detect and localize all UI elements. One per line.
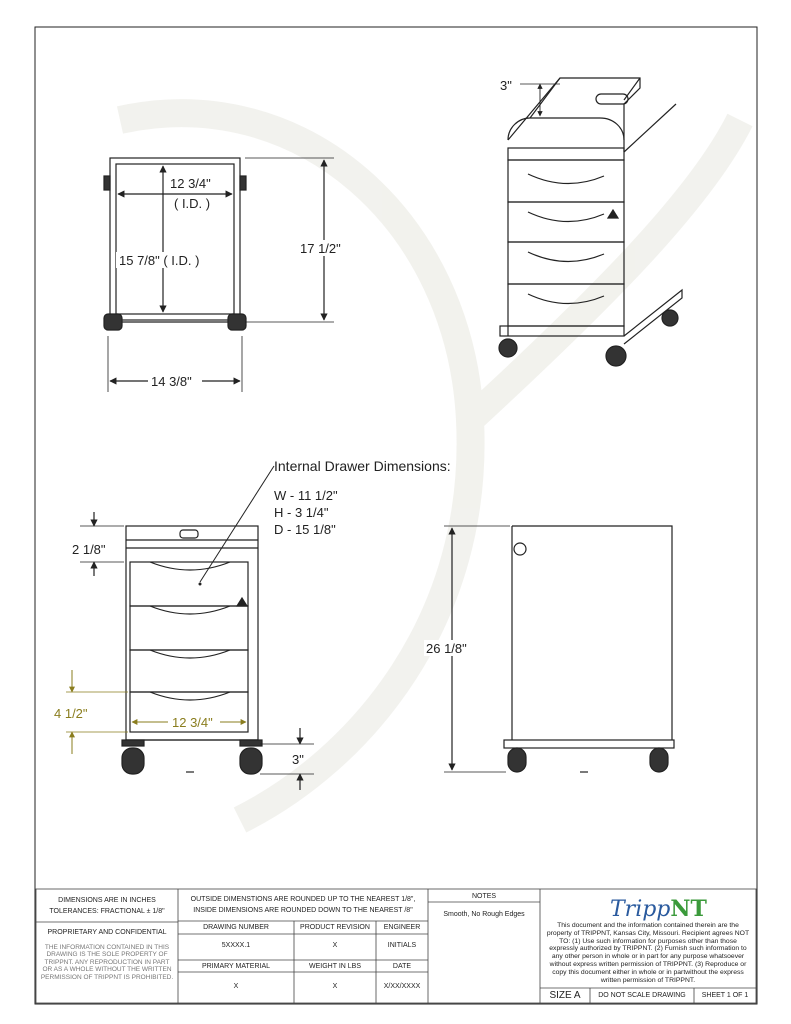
front-drawer-dims — [66, 670, 246, 754]
top-id-label: ( I.D. ) — [174, 196, 211, 211]
internal-drawer-height: H - 3 1/4" — [274, 505, 329, 520]
dimensions-note: DIMENSIONS ARE IN INCHES — [58, 897, 156, 904]
engineer-label: ENGINEER — [383, 924, 421, 931]
size-label: SIZE A — [549, 990, 581, 1001]
iso-top-lip-label: 3" — [500, 78, 512, 93]
front-top-gap-label: 2 1/8" — [72, 542, 106, 557]
primary-material-label: PRIMARY MATERIAL — [201, 963, 271, 970]
date-value: X/XX/XXXX — [383, 983, 421, 990]
date-label: DATE — [392, 963, 412, 970]
rounding-inside-note: INSIDE DIMENSIONS ARE ROUNDED DOWN TO THE NEAREST /8" — [193, 907, 413, 914]
internal-drawer-title: Internal Drawer Dimensions: — [274, 458, 451, 474]
sheet-label: SHEET 1 OF 1 — [701, 992, 749, 999]
tolerance-note: TOLERANCES: FRACTIONAL ± 1/8" — [49, 908, 165, 915]
side-view — [444, 526, 674, 772]
rounding-outside-note: OUTSIDE DIMENSTIONS ARE ROUNDED UP TO THE NEAREST 1/8", — [190, 896, 416, 903]
front-drawer-width-label: 12 3/4" — [172, 715, 213, 730]
sheet-border — [35, 27, 757, 1004]
internal-drawer-depth: D - 15 1/8" — [274, 522, 336, 537]
side-height-label: 26 1/8" — [426, 641, 467, 656]
front-drawer-height-label: 4 1/2" — [54, 706, 88, 721]
weight-value: X — [332, 983, 338, 990]
primary-material-value: X — [233, 983, 239, 990]
internal-drawer-width: W - 11 1/2" — [274, 488, 338, 503]
notes-value: Smooth, No Rough Edges — [443, 911, 525, 918]
notes-label: NOTES — [471, 893, 497, 900]
top-outer-width-label: 14 3/8" — [151, 374, 192, 389]
product-revision-value: X — [332, 942, 338, 949]
top-id-width-label: 12 3/4" — [170, 176, 211, 191]
top-id-depth-label: 15 7/8" ( I.D. ) — [119, 253, 200, 268]
engineer-value: INITIALS — [387, 942, 417, 949]
proprietary-text: THE INFORMATION CONTAINED IN THIS DRAWING IS THE SOLE PROPERTY OF TRIPPNT. ANY REPRODUCTION IN PART OR AS A WHOLE WITHOUT THE WRITTEN PERMISSION OF TRIPPNT IS PROHIBITED. — [40, 944, 174, 981]
drawing-number-label: DRAWING NUMBER — [203, 924, 269, 931]
drawing-number-value: 5XXXX.1 — [221, 942, 251, 949]
proprietary-title: PROPRIETARY AND CONFIDENTIAL — [47, 929, 167, 936]
trippnt-logo: TrippNT — [610, 896, 707, 922]
do-not-scale-label: DO NOT SCALE DRAWING — [598, 992, 686, 999]
front-caster-height-label: 3" — [292, 752, 304, 767]
top-view — [104, 158, 334, 392]
product-revision-label: PRODUCT REVISION — [300, 924, 370, 931]
disclaimer-text: This document and the information contained therein are the property of TRIPPNT, Kansas City, Missouri. Recipient agrees NOT TO: (1) Use such information for purposes other than those expressly authorized by TRIPPNT. (2) Furnish such information to any other person in whole or in part for any purpose whatsoever without express written permission of TRIPPNT. (3) Reproduce or copy this document either in whole or in partwithout the express written permission of TRIPPNT. — [546, 922, 750, 984]
weight-label: WEIGHT IN LBS — [309, 963, 361, 970]
top-outer-depth-label: 17 1/2" — [300, 241, 341, 256]
